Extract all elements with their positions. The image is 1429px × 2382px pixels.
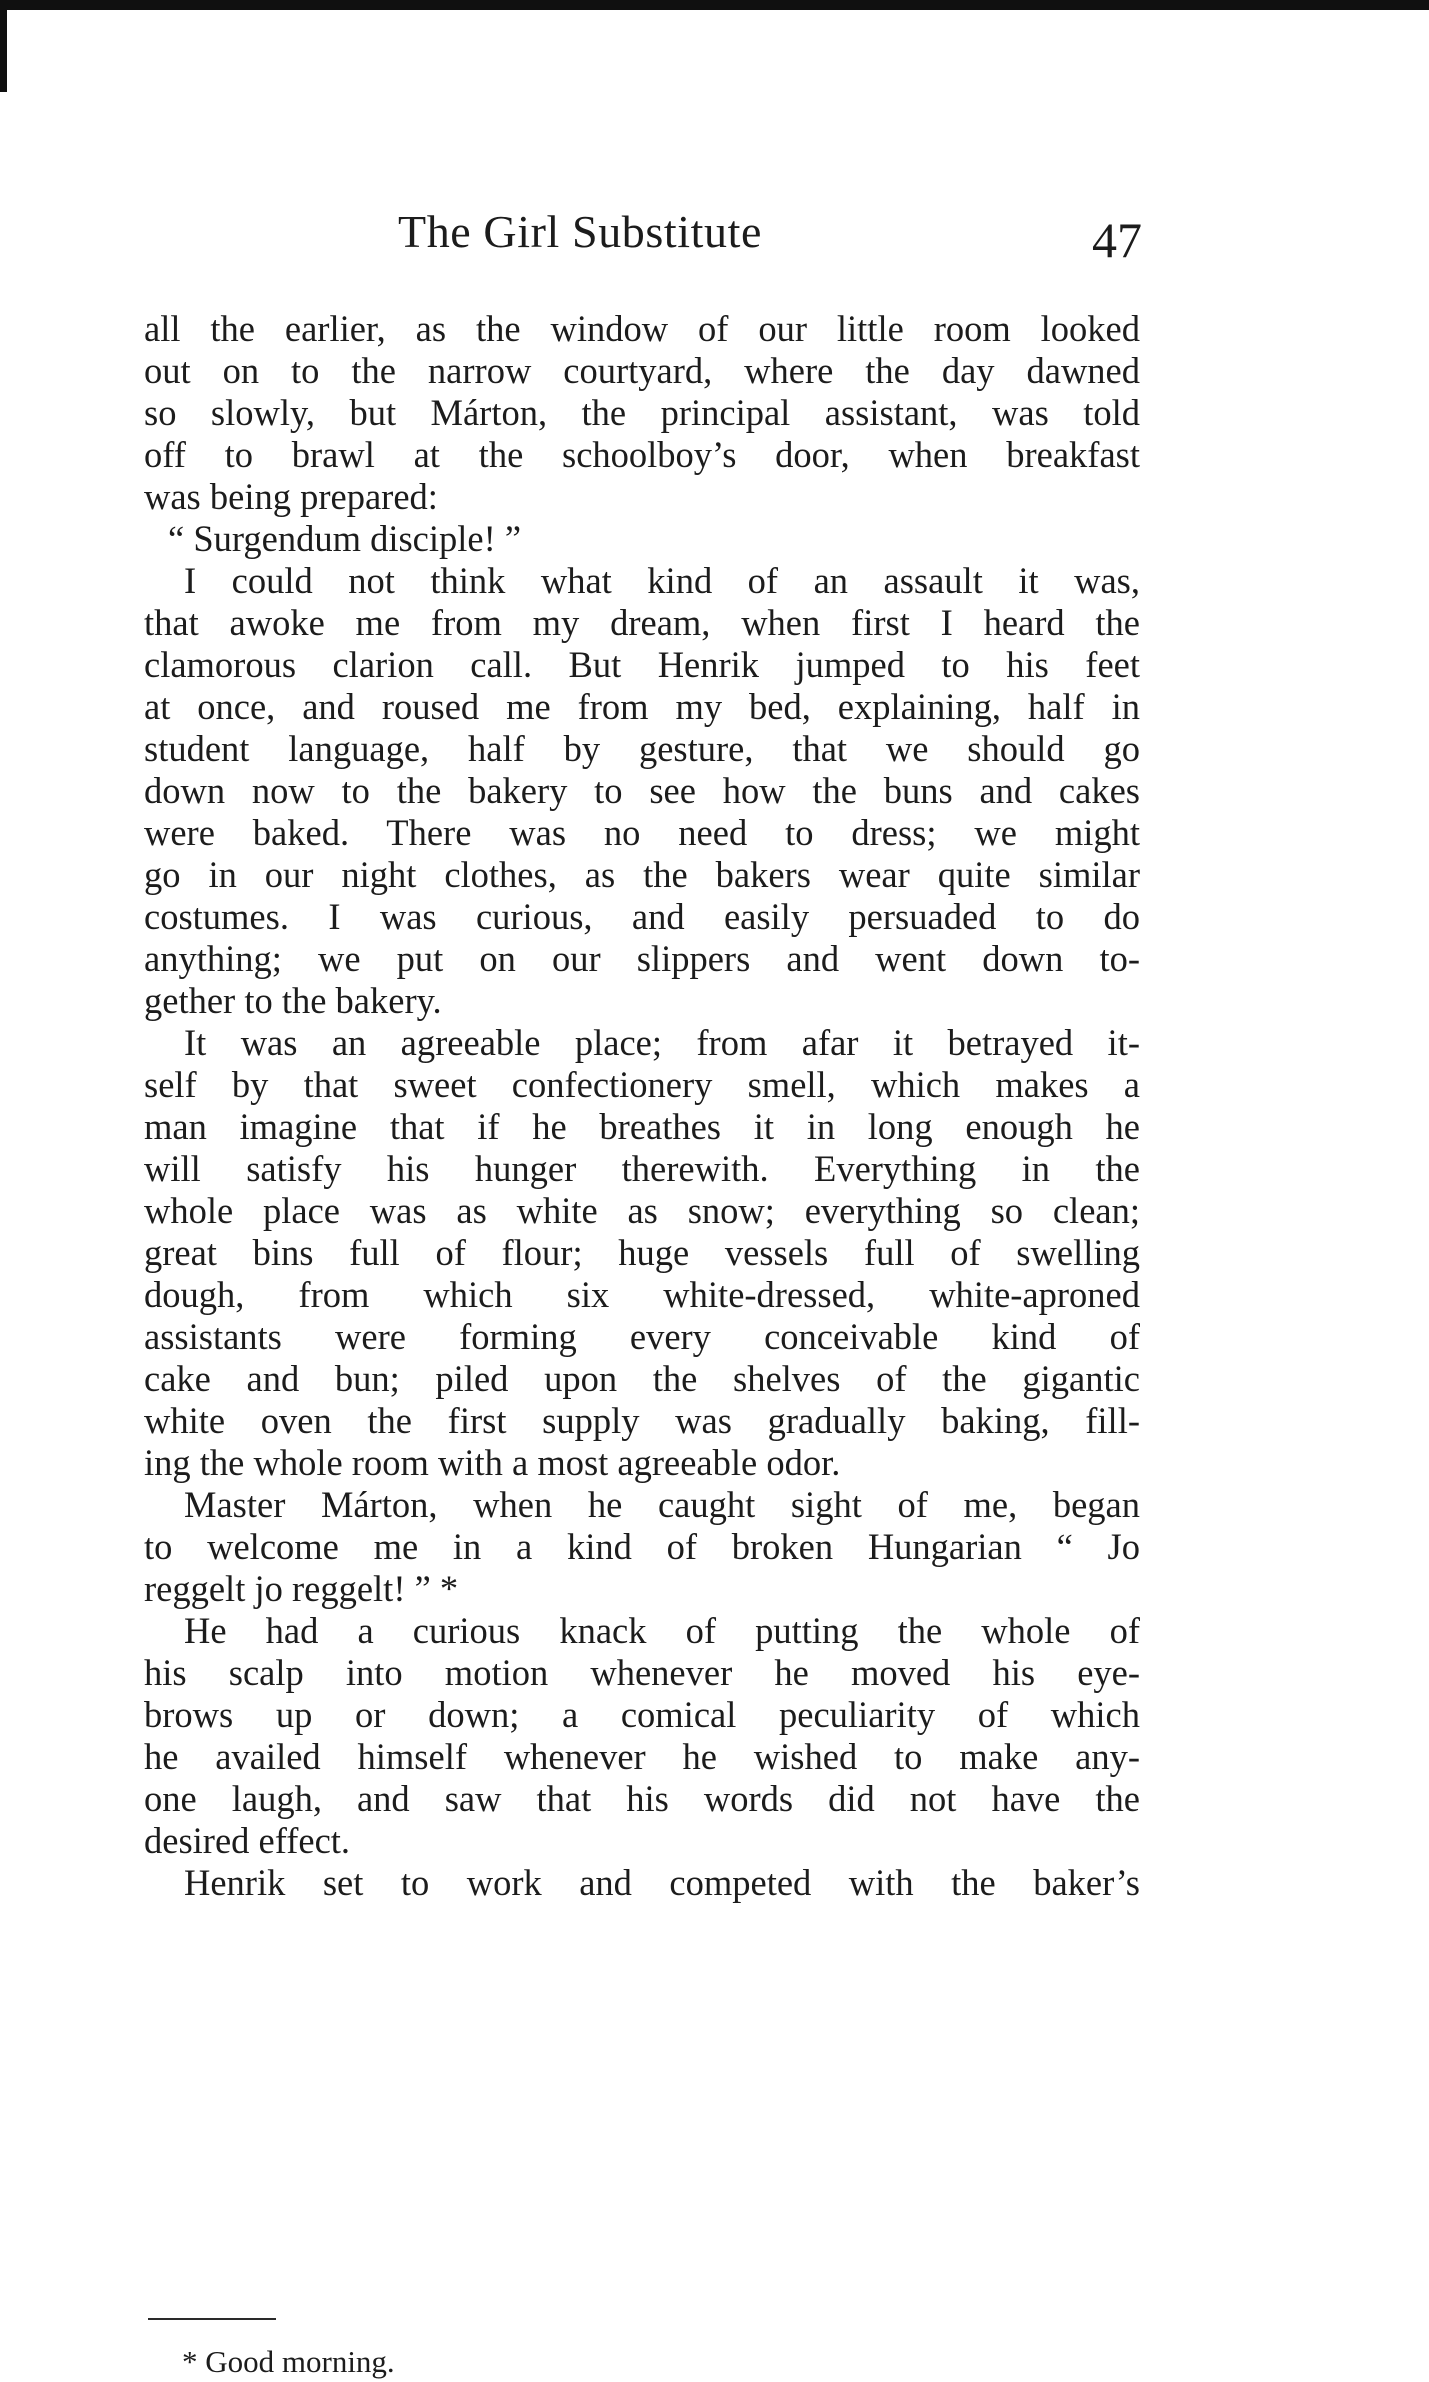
text-line: one laugh, and saw that his words did not have the (144, 1778, 1140, 1819)
text-line: brows up or down; a comical peculiarity of which (144, 1694, 1140, 1735)
text-line: student language, half by gesture, that we should go (144, 728, 1140, 769)
text-line: white oven the first supply was gradually baking, fill- (144, 1400, 1140, 1441)
scan-border-left (0, 0, 7, 92)
text-line: dough, from which six white-dressed, white-aproned (144, 1274, 1140, 1315)
text-line: Master Márton, when he caught sight of me, began (184, 1484, 1140, 1525)
text-line: go in our night clothes, as the bakers wear quite similar (144, 854, 1140, 895)
text-line: costumes. I was curious, and easily persuaded to do (144, 896, 1140, 937)
text-line: whole place was as white as snow; everything so clean; (144, 1190, 1140, 1231)
text-line: It was an agreeable place; from afar it betrayed it- (184, 1022, 1140, 1063)
page-number: 47 (1092, 212, 1142, 268)
text-line: anything; we put on our slippers and went down to- (144, 938, 1140, 979)
text-line: were baked. There was no need to dress; we might (144, 812, 1140, 853)
text-line: all the earlier, as the window of our little room looked (144, 308, 1140, 349)
text-line: out on to the narrow courtyard, where the day dawned (144, 350, 1140, 391)
text-line: that awoke me from my dream, when first I heard the (144, 602, 1140, 643)
text-line: so slowly, but Márton, the principal assistant, was told (144, 392, 1140, 433)
text-line: desired effect. (144, 1820, 351, 1861)
text-line: gether to the bakery. (144, 980, 442, 1021)
text-line: reggelt jo reggelt! ” * (144, 1568, 459, 1609)
text-line: ing the whole room with a most agreeable odor. (144, 1442, 841, 1483)
running-title: The Girl Substitute (398, 206, 763, 257)
body-text (144, 308, 1140, 1904)
text-line: assistants were forming every conceivable kind of (144, 1316, 1140, 1357)
text-line: at once, and roused me from my bed, explaining, half in (144, 686, 1140, 727)
running-header (398, 205, 1148, 275)
text-line: “ Surgendum disciple! ” (168, 518, 522, 559)
scan-border-top (0, 0, 1429, 10)
text-line: his scalp into motion whenever he moved his eye- (144, 1652, 1140, 1693)
text-line: great bins full of flour; huge vessels full of swelling (144, 1232, 1140, 1273)
text-line: down now to the bakery to see how the buns and cakes (144, 770, 1140, 811)
text-line: clamorous clarion call. But Henrik jumped to his feet (144, 644, 1140, 685)
text-line: Henrik set to work and competed with the baker’s (184, 1862, 1140, 1903)
footnote-rule (148, 2318, 276, 2320)
text-line: will satisfy his hunger therewith. Everything in the (144, 1148, 1140, 1189)
text-line: cake and bun; piled upon the shelves of the gigantic (144, 1358, 1140, 1399)
footnote: * Good morning. (182, 2344, 395, 2379)
text-line: self by that sweet confectionery smell, which makes a (144, 1064, 1140, 1105)
text-line: He had a curious knack of putting the whole of (184, 1610, 1140, 1651)
text-line: I could not think what kind of an assault it was, (184, 560, 1140, 601)
text-line: man imagine that if he breathes it in long enough he (144, 1106, 1140, 1147)
text-line: off to brawl at the schoolboy’s door, when breakfast (144, 434, 1140, 475)
text-line: was being prepared: (144, 476, 438, 517)
text-line: to welcome me in a kind of broken Hungarian “ Jo (144, 1526, 1140, 1567)
text-line: he availed himself whenever he wished to make any- (144, 1736, 1140, 1777)
